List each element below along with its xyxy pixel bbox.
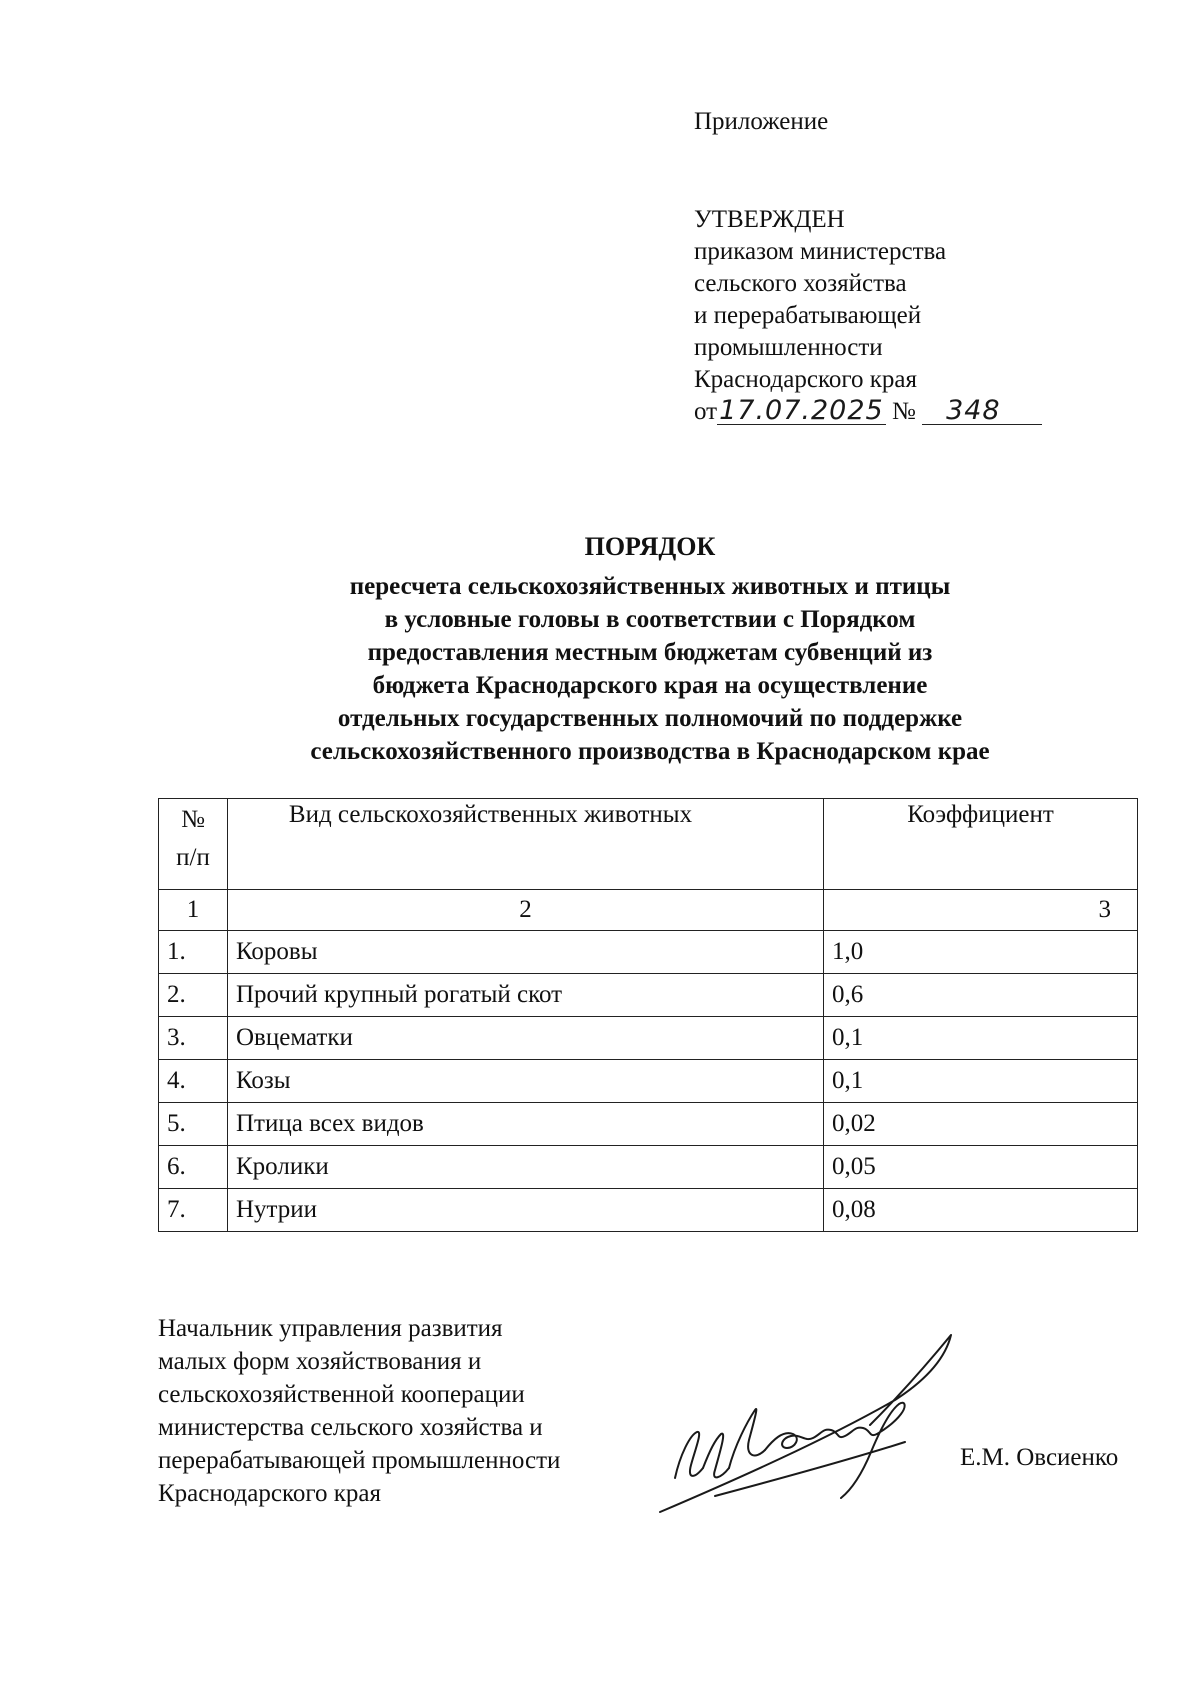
approved-by-line: промышленности [694,334,883,361]
table-row [159,1017,1138,1060]
column-index-row [159,890,1138,931]
table-row [159,1189,1138,1232]
row-animal-type: Коровы [228,931,824,974]
table-row [159,974,1138,1017]
position-line: министерства сельского хозяйства и [158,1414,543,1441]
header-number-line2: п/п [176,844,210,871]
row-number: 1. [159,931,228,974]
row-coefficient: 0,1 [824,1017,1138,1060]
header-coefficient: Коэффициент [824,799,1138,890]
table-header-row [159,799,1138,890]
approved-by-line: приказом министерства [694,238,947,265]
approved-by-line: и перерабатывающей [694,302,922,329]
order-date-number-line [694,396,1042,428]
coefficient-table [158,798,1138,1232]
table-row [159,1146,1138,1189]
subtitle-line: пересчета сельскохозяйственных животных и птицы [349,573,951,600]
row-animal-type: Нутрии [228,1189,824,1232]
approved-label: УТВЕРЖДЕН [694,206,845,233]
column-index: 1 [159,890,228,931]
row-coefficient: 0,1 [824,1060,1138,1103]
position-line: малых форм хозяйствования и [158,1348,482,1375]
row-number: 6. [159,1146,228,1189]
document-subtitle [160,570,1140,768]
signer-name: Е.М. Овсиенко [960,1444,1119,1471]
header-number [159,799,228,890]
column-index: 2 [228,890,824,931]
row-animal-type: Прочий крупный рогатый скот [228,974,824,1017]
document-title: ПОРЯДОК [584,532,716,561]
position-line: перерабатывающей промышленности [158,1447,561,1474]
subtitle-line: бюджета Краснодарского края на осуществление [372,672,928,699]
subtitle-line: предоставления местным бюджетам субвенций из [367,639,933,666]
approved-by-line: Краснодарского края [694,366,917,393]
order-date: 17.07.2025 [719,395,884,426]
position-line: сельскохозяйственной кооперации [158,1381,525,1408]
row-coefficient: 0,02 [824,1103,1138,1146]
row-number: 4. [159,1060,228,1103]
row-animal-type: Кролики [228,1146,824,1189]
handwritten-signature [655,1330,955,1520]
approval-stamp [694,204,1042,428]
row-animal-type: Птица всех видов [228,1103,824,1146]
row-animal-type: Овцематки [228,1017,824,1060]
table-row [159,931,1138,974]
header-animal-type: Вид сельскохозяйственных животных [228,799,824,890]
position-line: Краснодарского края [158,1480,381,1507]
date-prefix: от [694,398,718,425]
header-number-line1: № [181,806,205,833]
table-row [159,1060,1138,1103]
appendix-label: Приложение [694,108,829,135]
row-coefficient: 0,08 [824,1189,1138,1232]
row-number: 2. [159,974,228,1017]
row-coefficient: 1,0 [824,931,1138,974]
row-number: 5. [159,1103,228,1146]
row-number: 7. [159,1189,228,1232]
column-index: 3 [824,890,1138,931]
row-coefficient: 0,05 [824,1146,1138,1189]
row-number: 3. [159,1017,228,1060]
document-title-block [160,532,1140,768]
row-coefficient: 0,6 [824,974,1138,1017]
subtitle-line: отдельных государственных полномочий по поддержке [337,705,963,732]
row-animal-type: Козы [228,1060,824,1103]
subtitle-line: в условные головы в соответствии с Порядком [384,606,916,633]
number-prefix: № [891,398,916,425]
table-row [159,1103,1138,1146]
order-number: 348 [922,398,1042,425]
subtitle-line: сельскохозяйственного производства в Краснодарском крае [310,738,990,765]
position-line: Начальник управления развития [158,1315,503,1342]
signatory-position [158,1312,560,1510]
approved-by-line: сельского хозяйства [694,270,907,297]
